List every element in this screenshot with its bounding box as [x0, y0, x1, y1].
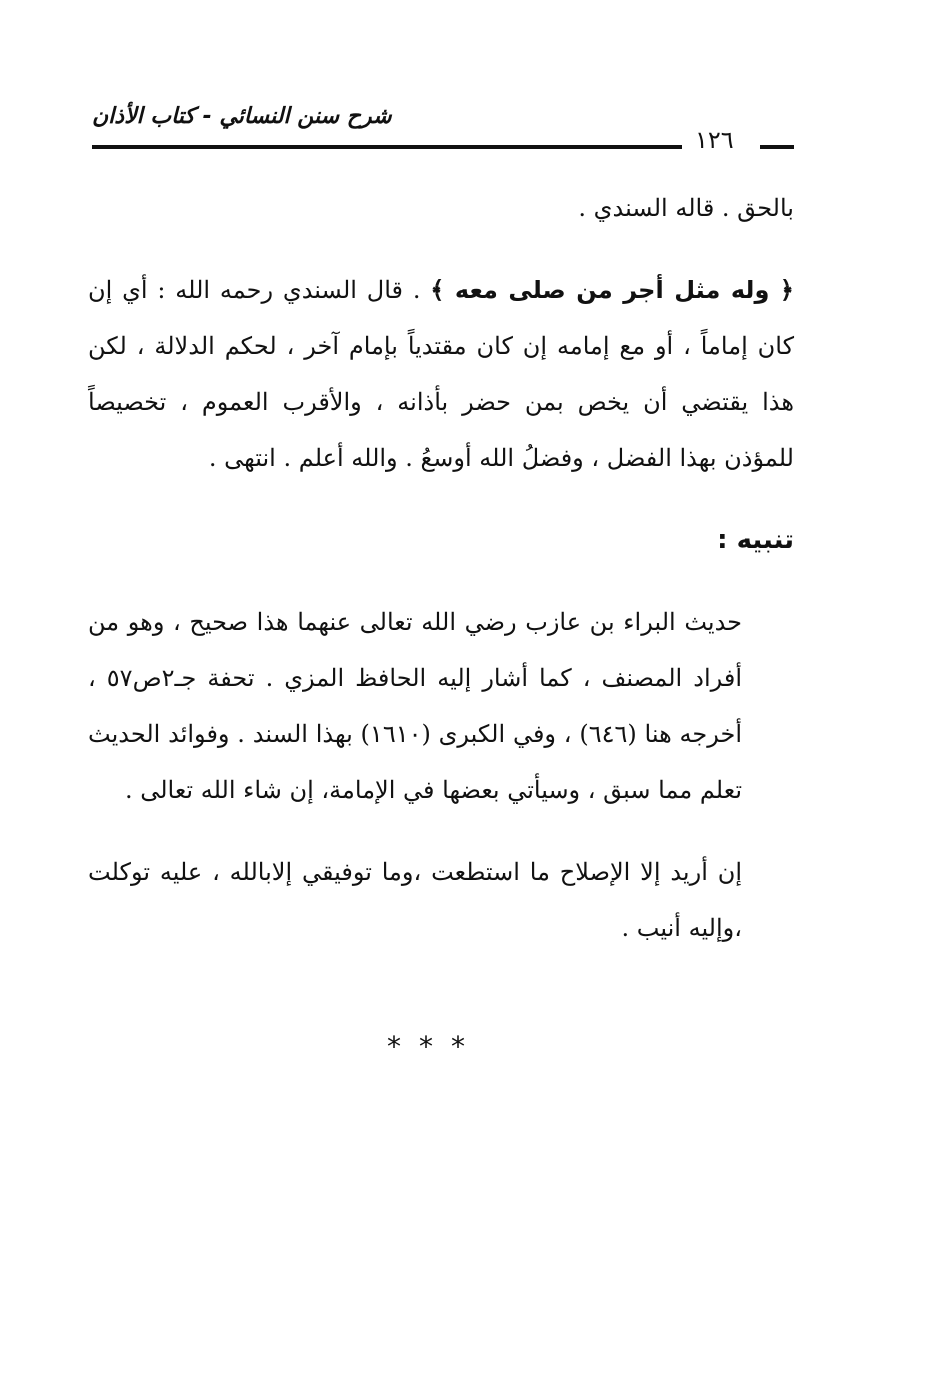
paragraph-gap	[88, 236, 794, 262]
section-separator: ***	[387, 1030, 483, 1063]
paragraph-4: إن أريد إلا الإصلاح ما استطعت ،وما توفيقي إلابالله ، عليه توكلت ،وإليه أنيب .	[88, 858, 743, 942]
page-number: ١٢٦	[695, 126, 734, 154]
paragraph-2	[88, 262, 794, 486]
paragraph-3: حديث البراء بن عازب رضي الله تعالى عنهما هذا صحيح ، وهو من أفراد المصنف ، كما أشار إليه الحافظ المزي . تحفة جـ٢ص٥٧ ، أخرجه هنا (٦٤٦) ، وفي الكبرى (١٦١٠) بهذا السند . وفوائد الحديث تعلم مما سبق ، وسيأتي بعضها في الإمامة، إن شاء الله تعالى .	[88, 608, 742, 804]
paragraph-2-text: . قال السندي رحمه الله : أي إن كان إماماً ، أو مع إمامه إن كان مقتدياً بإمام آخر ، لحكم الدلالة ، لكن هذا يقتضي أن يخص بمن حضر بأذانه ، والأقرب العموم ، تخصيصاً للمؤذن بهذا الفضل ، وفضلُ الله أوسعُ . والله أعلم . انتهى .	[88, 276, 795, 472]
paragraph-gap	[88, 486, 794, 512]
header-rule-short	[760, 145, 794, 149]
header-rule	[92, 145, 682, 149]
paragraph-1: بالحق . قاله السندي .	[578, 194, 794, 222]
quoted-hadith-phrase: ﴿ وله مثل أجر من صلى معه ﴾	[430, 276, 794, 304]
running-title: شرح سنن النسائي - كتاب الأذان	[92, 104, 392, 129]
paragraph-gap	[88, 818, 794, 844]
note-heading: تنبيه :	[717, 525, 794, 555]
body-text	[88, 180, 794, 956]
paragraph-gap	[88, 568, 794, 594]
